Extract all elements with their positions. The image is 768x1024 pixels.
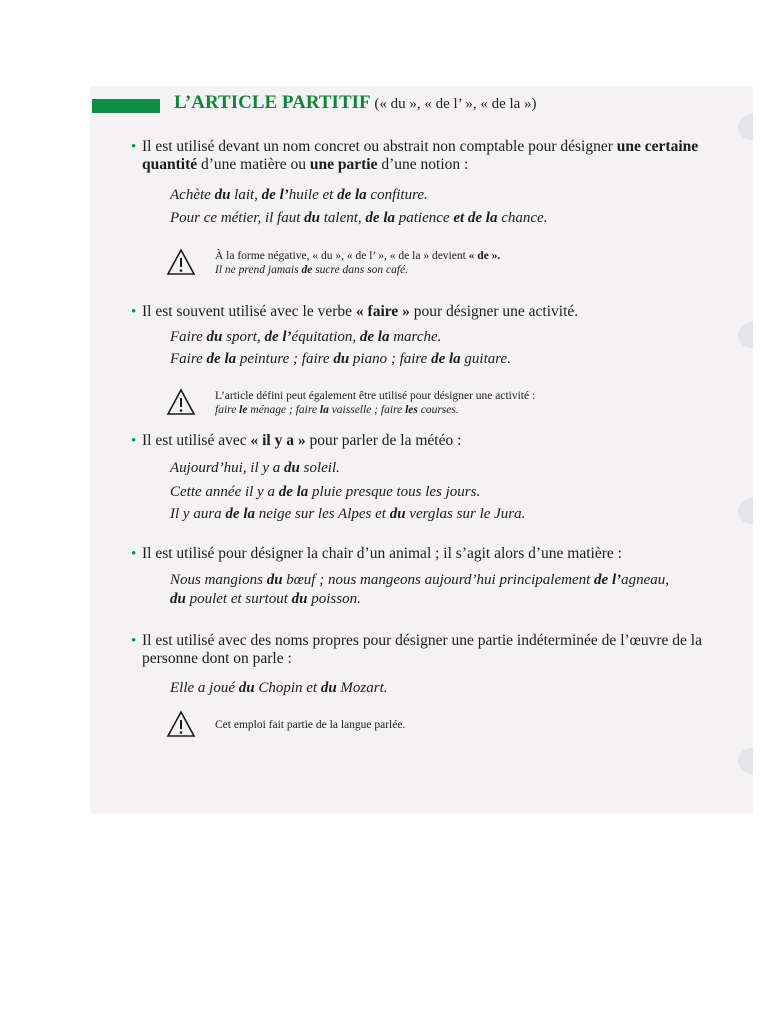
text-run: Faire [170,329,207,345]
text-run: courses. [417,404,459,416]
bold-run: et de la [453,210,498,226]
bold-run: de la [365,210,395,226]
bold-run: du [266,572,283,588]
text-run: bœuf ; nous mangeons aujourd’hui principalement [282,572,595,588]
text-run: Faire [170,351,207,367]
text-run: Il est souvent utilisé avec le verbe [142,303,356,320]
bold-run: de l’ [261,187,289,203]
warning-icon [166,710,196,738]
text-run: Nous mangions [170,572,267,588]
bold-run: de la [359,329,390,345]
text-run: talent, [320,210,366,226]
bold-run: du [333,351,350,367]
text-run: poulet et surtout [185,591,292,607]
text-run: ménage ; faire [247,404,320,416]
text-run: Il ne prend jamais [215,264,302,276]
text-run: d’une notion : [377,156,469,173]
rule-3 [131,432,742,450]
bold-run: « faire » [355,303,410,320]
text-run: Elle a joué [170,680,239,696]
warning-icon [166,248,196,276]
bullet-icon: • [131,433,137,449]
text-run: piano ; faire [349,351,432,367]
bold-run: de la [225,506,255,522]
bold-run: la [319,404,329,416]
title-sub: (« du », « de l’ », « de la ») [370,96,537,112]
example-3-2 [170,484,480,501]
bold-run: « de ». [468,250,501,262]
text-run: À la forme négative, « du », « de l’ », « de la » devient [215,250,469,262]
text-run: faire [215,404,240,416]
bold-run: une partie [309,156,378,173]
bold-run: du [238,680,255,696]
text-run: chance. [497,210,548,226]
text-run: Il est utilisé avec des noms propres pour désigner une partie indéterminée de l’œuvre de la personne dont on parle : [142,632,702,667]
text-run: pour parler de la météo : [305,432,462,449]
scanned-page [90,86,753,814]
text-run: patience [395,210,454,226]
note-3 [215,718,405,732]
page-title [174,92,537,114]
text-run: poisson. [307,591,361,607]
bold-run: de [301,264,313,276]
note-2-line-2 [215,403,535,417]
text-run: Chopin et [254,680,321,696]
bold-run: du [291,591,308,607]
text-run: pluie presque tous les jours. [308,484,481,500]
title-accent-bar [92,99,160,113]
bold-run: « il y a » [250,432,306,449]
rule-1 [131,138,742,174]
example-1-1 [170,187,428,204]
text-run: Mozart. [336,680,388,696]
text-run: Cet emploi fait partie de la langue parlée. [215,719,406,731]
bold-run: du [284,460,300,476]
text-run: équitation, [291,329,360,345]
bold-run: de la [431,351,461,367]
text-run: verglas sur le Jura. [405,506,526,522]
bold-run: du [170,591,186,607]
bullet-icon: • [131,304,137,320]
bold-run: le [239,404,248,416]
note-2-line-1 [215,389,535,403]
ghost-circle-3 [738,498,753,524]
warning-icon [166,388,196,416]
rule-5-text [142,632,702,667]
rule-2 [131,303,742,321]
bold-run: du [320,680,337,696]
title-main: L’ARTICLE PARTITIF [174,92,371,113]
text-run: L’article défini peut également être utilisé pour désigner une activité : [215,390,536,402]
bold-run: du [206,329,223,345]
bold-run: de la [206,351,237,367]
rule-1-text [142,138,698,173]
rule-4-text [142,545,622,562]
text-run: sport, [222,329,265,345]
text-run: Il est utilisé avec [142,432,251,449]
note-3-line-1 [215,718,405,732]
example-4-1 [170,572,669,589]
ghost-circle-4 [738,748,753,774]
note-2 [215,389,535,417]
bold-run: du [214,187,231,203]
text-run: huile et [288,187,338,203]
text-run: marche. [389,329,442,345]
bold-run: de la [337,187,367,203]
bullet-icon: • [131,139,137,155]
example-3-3 [170,506,525,523]
text-run: d’une matière ou [197,156,310,173]
example-1-2 [170,210,547,227]
example-2-2 [170,351,511,368]
text-run: neige sur les Alpes et [255,506,390,522]
text-run: vaisselle ; faire [328,404,406,416]
text-run: Aujourd’hui, il y a [170,460,285,476]
text-run: soleil. [299,460,340,476]
text-run: confiture. [366,187,428,203]
note-1-line-1 [215,249,500,263]
rule-3-text [142,432,461,449]
example-3-1 [170,460,340,477]
text-run: Pour ce métier, il faut [170,210,305,226]
bold-run: du [304,210,320,226]
example-4-2 [170,591,361,608]
bold-run: de l’ [264,329,292,345]
text-run: lait, [230,187,262,203]
text-run: agneau, [621,572,670,588]
bullet-icon: • [131,633,137,649]
example-2-1 [170,329,441,346]
ghost-circle-1 [738,114,753,140]
bold-run: de l’ [594,572,622,588]
text-run: pour désigner une activité. [409,303,579,320]
bullet-icon: • [131,546,137,562]
text-run: Il est utilisé devant un nom concret ou abstrait non comptable pour désigner [142,138,617,155]
text-run: guitare. [460,351,511,367]
bold-run: une certaine quantité [142,138,699,173]
text-run: Achète [170,187,215,203]
text-run: Il est utilisé pour désigner la chair d’un animal ; il s’agit alors d’une matière : [142,545,622,562]
note-1-line-2 [215,263,500,277]
rule-5 [131,632,742,668]
bold-run: de la [278,484,309,500]
text-run: sucre dans son café. [312,264,409,276]
rule-4 [131,545,742,563]
example-5-1 [170,680,388,697]
text-run: Il y aura [170,506,226,522]
bold-run: les [405,404,418,416]
note-1 [215,249,500,277]
text-run: Cette année il y a [170,484,279,500]
text-run: peinture ; faire [236,351,334,367]
bold-run: du [389,506,406,522]
ghost-circle-2 [738,322,753,348]
rule-2-text [142,303,578,320]
